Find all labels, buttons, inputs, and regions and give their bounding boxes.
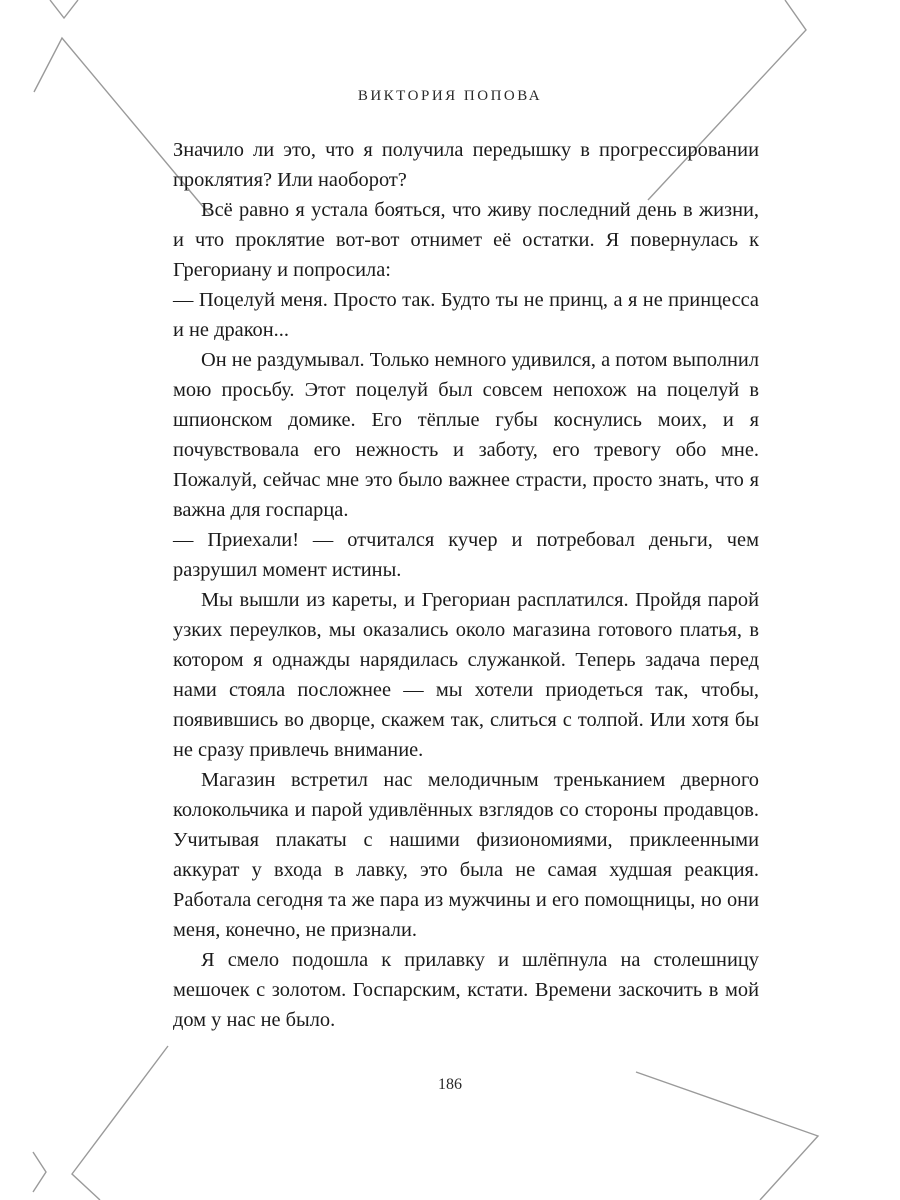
paragraph: Я смело подошла к прилавку и шлёпнула на столешницу мешочек с золотом. Госпарским, кстати. Времени заскочить в мой дом у нас не было. — [173, 949, 759, 1031]
page-number: 186 — [438, 1076, 462, 1093]
bottom-left-triangle-line — [72, 1046, 168, 1200]
paragraph: Мы вышли из кареты, и Грегориан расплатился. Пройдя парой узких переулков, мы оказались около магазина готового платья, в котором я однажды нарядилась служанкой. Теперь задача перед нами стояла посложнее — мы хотели приодеться так, чтобы, появившись во дворце, скажем так, слиться с толпой. Или хотя бы не сразу привлечь внимание. — [173, 589, 759, 761]
paragraph-dialogue: — Приехали! — отчитался кучер и потребовал деньги, чем разрушил момент истины. — [173, 529, 759, 581]
paragraph: Магазин встретил нас мелодичным треньканием дверного колокольчика и парой удивлённых взглядов со стороны продавцов. Учитывая плакаты с нашими физиономиями, приклеенными аккурат у входа в лавку, это была не самая худшая реакция. Работала сегодня та же пара из мужчины и его помощницы, но они меня, конечно, не признали. — [173, 769, 759, 941]
paragraph-dialogue: — Поцелуй меня. Просто так. Будто ты не принц, а я не принцесса и не дракон... — [173, 289, 759, 341]
top-left-chevron — [50, 0, 78, 18]
paragraph: Он не раздумывал. Только немного удивился, а потом выполнил мою просьбу. Этот поцелуй был совсем непохож на поцелуй в шпионском домике. Его тёплые губы коснулись моих, и я почувствовала его нежность и заботу, его тревогу обо мне. Пожалуй, сейчас мне это было важнее страсти, просто знать, что я важна для госпарца. — [173, 349, 759, 521]
paragraph: Всё равно я устала бояться, что живу последний день в жизни, и что проклятие вот-вот отнимет её остатки. Я повернулась к Грегориану и попросила: — [173, 199, 759, 281]
bottom-left-arrow — [33, 1152, 46, 1192]
body-text — [173, 135, 759, 1035]
running-header-author: ВИКТОРИЯ ПОПОВА — [357, 88, 543, 104]
paragraph: Значило ли это, что я получила передышку в прогрессировании проклятия? Или наоборот? — [173, 139, 759, 191]
